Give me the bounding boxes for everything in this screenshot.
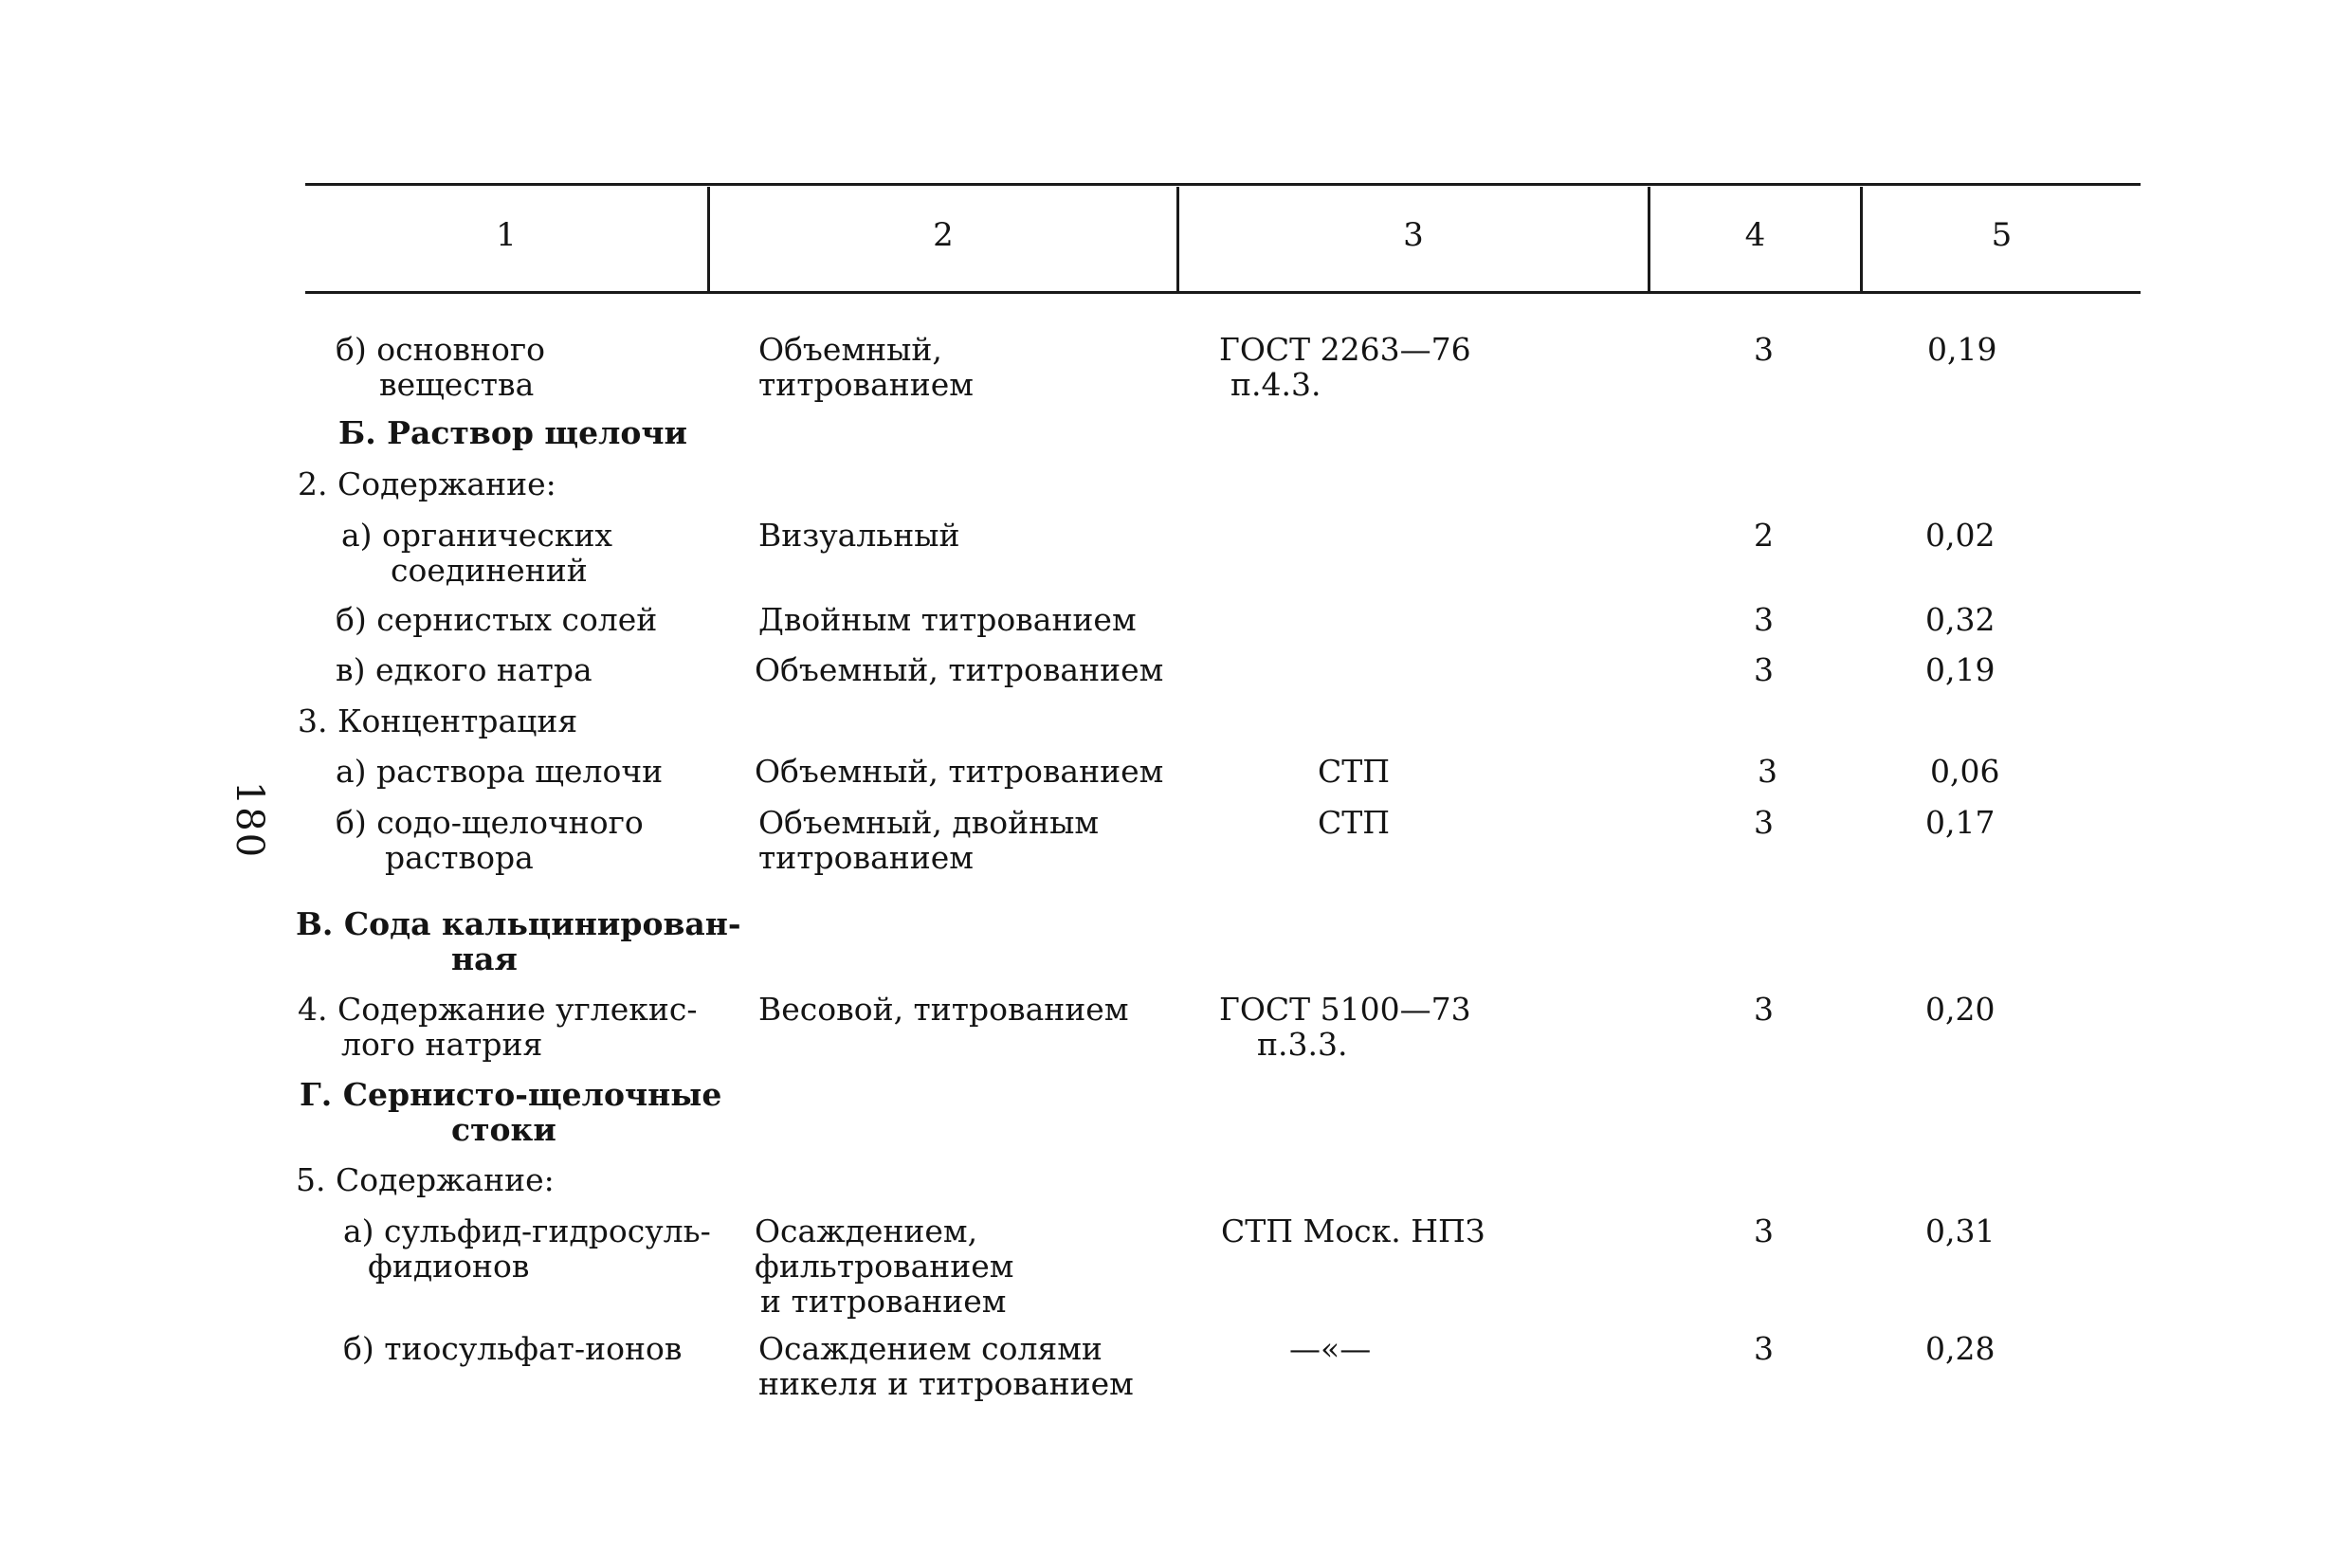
col4-value: 3 [1758,753,1777,790]
col5-value: 0,19 [1925,651,1996,688]
row-label: 4. Содержание углекис- лого натрия [298,991,698,1063]
standard-cell: ГОСТ 5100—73 п.3.3. [1219,991,1471,1063]
col5-value: 0,06 [1930,753,2000,790]
col4-value: 3 [1754,331,1774,368]
method-cell: Осаждением, фильтрованием и титрованием [755,1212,1014,1320]
row-label: а) раствора щелочи [336,753,664,790]
method-cell: Осаждением солями никеля и титрованием [758,1330,1134,1402]
col5-value: 0,32 [1925,601,1996,638]
col5-value: 0,19 [1927,331,1997,368]
row-label: 2. Содержание: [298,465,556,502]
col4-value: 3 [1754,651,1774,688]
col5-value: 0,28 [1925,1330,1996,1367]
header-cell-1: 1 [496,216,517,254]
col4-value: 3 [1754,804,1774,841]
row-label: а) сульфид-гидросуль- фидионов [343,1212,711,1285]
row-label: б) тиосульфат-ионов [343,1330,683,1367]
header-cell-3: 3 [1403,216,1424,254]
method-cell: Визуальный [758,517,960,554]
col4-value: 2 [1754,517,1774,554]
standard-cell: СТП Моск. НПЗ [1221,1212,1485,1249]
row-label: б) основного вещества [336,331,546,403]
method-cell: Объемный, титрованием [758,331,974,403]
row-label: 5. Содержание: [296,1161,555,1198]
col4-value: 3 [1754,1212,1774,1249]
col5-value: 0,31 [1925,1212,1996,1249]
col4-value: 3 [1754,991,1774,1028]
standard-cell: СТП [1318,804,1391,841]
table-top-rule [305,183,2141,186]
header-cell-4: 4 [1744,216,1766,254]
section-heading: Г. Сернисто-щелочные стоки [300,1076,722,1148]
header-cell-5: 5 [1991,216,2013,254]
header-cell-2: 2 [933,216,954,254]
method-cell: Объемный, титрованием [755,753,1164,790]
row-label: а) органических соединений [341,517,613,589]
standard-cell: СТП [1318,753,1391,790]
col4-value: 3 [1754,601,1774,638]
method-cell: Весовой, титрованием [758,991,1129,1028]
section-heading: В. Сода кальцинирован- ная [296,905,741,977]
row-label: 3. Концентрация [298,702,578,739]
row-label: в) едкого натра [336,651,592,688]
section-heading: Б. Раствор щелочи [338,414,688,451]
col4-value: 3 [1754,1330,1774,1367]
page-number: 180 [228,780,272,860]
method-cell: Двойным титрованием [758,601,1137,638]
header-bottom-rule [305,291,2141,294]
method-cell: Объемный, двойным титрованием [758,804,1100,876]
col5-value: 0,17 [1925,804,1996,841]
standard-cell: ГОСТ 2263—76 п.4.3. [1219,331,1471,403]
row-label: б) сернистых солей [336,601,658,638]
method-cell: Объемный, титрованием [755,651,1164,688]
standard-cell: —«— [1289,1330,1372,1367]
row-label: б) содо-щелочного раствора [336,804,644,876]
col5-value: 0,20 [1925,991,1996,1028]
col5-value: 0,02 [1925,517,1996,554]
